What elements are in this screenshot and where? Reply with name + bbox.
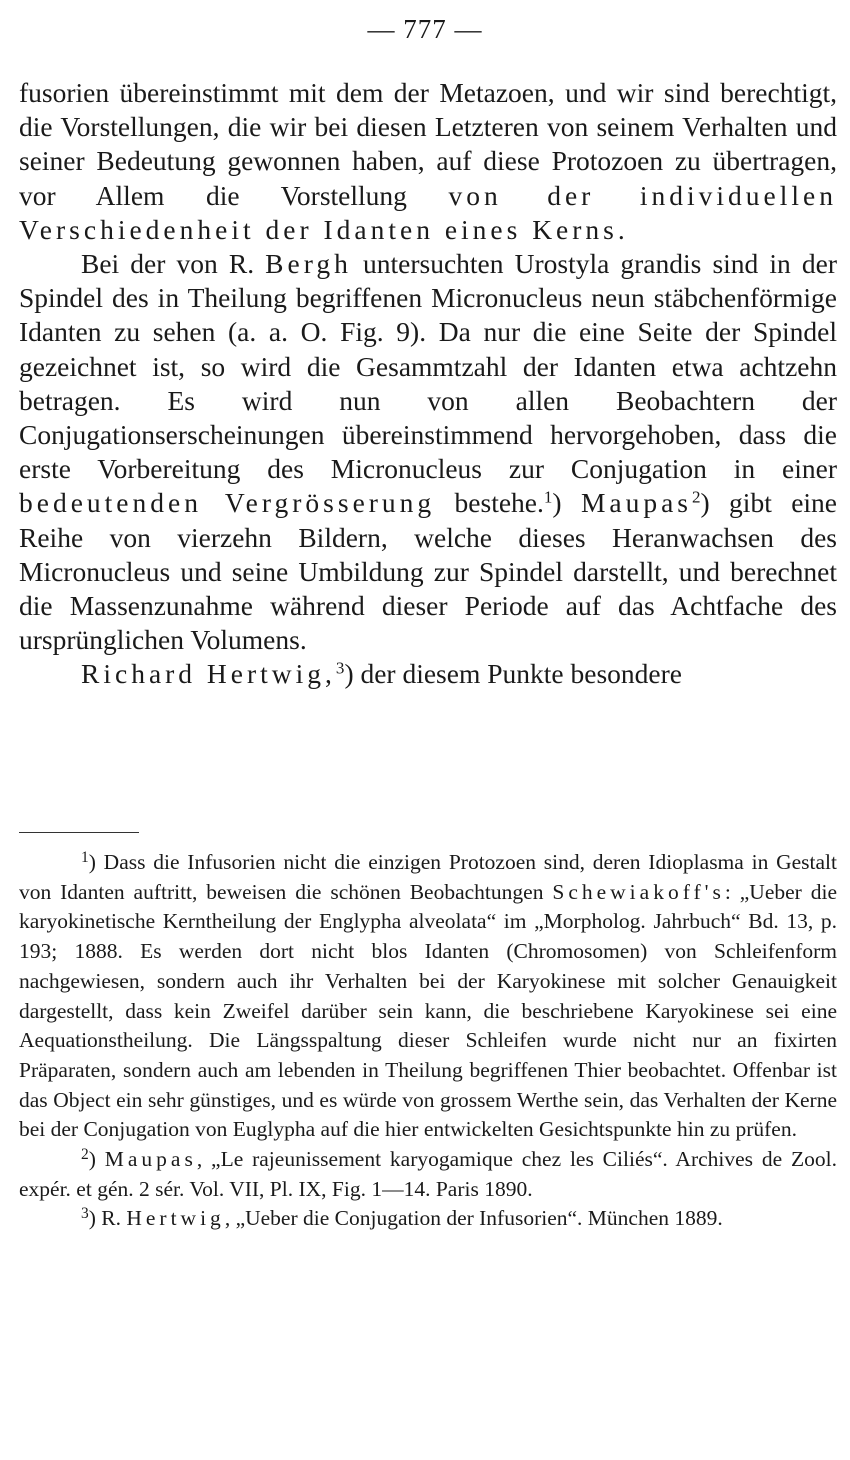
- paragraph-1: [19, 76, 837, 247]
- footnotes: [19, 848, 837, 1234]
- text-run: ) R.: [88, 1206, 127, 1231]
- footnote-ref-2[interactable]: 2: [692, 488, 701, 508]
- page-number: — 777 —: [367, 14, 483, 44]
- text-run: ): [88, 1147, 105, 1172]
- paragraph-2: [19, 247, 837, 657]
- text-run: bestehe.: [435, 487, 544, 519]
- author-name: Richard Hertwig,: [81, 658, 336, 690]
- text-run: , „Ueber die Conjugation der Infusorien“. München 1889.: [224, 1206, 723, 1231]
- footnote-ref-1[interactable]: 1: [543, 488, 553, 508]
- footnote-ref-3[interactable]: 3: [335, 659, 345, 679]
- author-name: Hertwig: [126, 1206, 225, 1231]
- text-run: ) gibt eine Reihe von vierzehn Bildern, welche dieses Heranwachsen des Micronucleus und seine Umbildung zur Spindel darstellt, und berechnet die Massenzunahme während dieser Periode auf das Achtfache des ursprünglichen Volumens.: [19, 487, 837, 656]
- paragraph-3: [19, 657, 837, 691]
- footnote-2: [19, 1145, 837, 1204]
- author-name: Schewiakoff's: [552, 879, 725, 904]
- text-run: ) Dass die Infusorien nicht die einzigen Protozoen sind, deren Idioplasma in Gestalt von Idanten auftritt, beweisen die schönen Beobachtungen: [19, 850, 837, 904]
- spaced-emphasis: von der individuellen Verschiedenheit der Idanten eines Kerns: [19, 179, 837, 245]
- author-name: Maupas: [580, 487, 693, 519]
- author-name: Bergh: [265, 248, 352, 280]
- author-name: Maupas: [104, 1147, 197, 1172]
- spaced-emphasis: bedeutenden Vergrösserung: [19, 487, 436, 519]
- footnote-mark: 3: [81, 1205, 89, 1223]
- text-run: Bei der von R.: [81, 248, 266, 280]
- text-run: untersuchten Urostyla grandis sind in der Spindel des in Theilung begriffenen Micronucleus neun stäbchenförmige Idanten zu sehen (a. a. O. Fig. 9). Da nur die eine Seite der Spindel gezeichnet ist, so wird die Gesammtzahl der Idanten etwa achtzehn betragen. Es wird nun von allen Beobachtern der Conjugationserscheinungen übereinstimmend hervorgehoben, dass die erste Vorbereitung des Micronucleus zur Conjugation in einer: [19, 248, 837, 485]
- text-run: : „Ueber die karyokinetische Kerntheilung der Englypha alveolata“ im „Morpholog. Jahrbuch“ Bd. 13, p. 193; 1888. Es werden dort nicht blos Idanten (Chromosomen) von Schleifenform nachgewiesen, sondern auch ihr Verhalten bei der Karyokinese mit solcher Genauigkeit dargestellt, dass kein Zweifel darüber sein kann, die beschriebene Karyokinese sei eine Aequationstheilung. Die Längsspaltung dieser Schleifen wurde nicht nur an fixirten Präparaten, sondern auch am lebenden in Theilung begriffenen Thier beobachtet. Offenbar ist das Object ein sehr günstiges, und es würde von grossem Werthe sein, das Verhalten der Kerne bei der Conjugation von Euglypha auf die hier entwickelten Gesichtspunkte hin zu prüfen.: [19, 879, 837, 1142]
- text-run: fusorien übereinstimmt mit dem der Metazoen, und wir sind berechtigt, die Vorstellungen, die wir bei diesen Letzteren von seinem Verhalten und seiner Bedeutung gewonnen haben, auf diese Protozoen zu übertragen, vor Allem die Vorstellung: [19, 77, 837, 211]
- text-run: ) der diesem Punkte besondere: [344, 658, 682, 690]
- footnote-mark: 1: [81, 849, 89, 867]
- footnote-mark: 2: [81, 1146, 89, 1164]
- footnote-3: [19, 1204, 837, 1234]
- text-run: ): [552, 487, 581, 519]
- footnote-1: [19, 848, 837, 1145]
- text-run: .: [617, 213, 625, 245]
- main-text: [19, 76, 837, 692]
- footnote-separator: [19, 832, 139, 833]
- text-run: , „Le rajeunissement karyogamique chez les Ciliés“. Archives de Zool. expér. et gén. 2 sér. Vol. VII, Pl. IX, Fig. 1—14. Paris 1890.: [19, 1147, 837, 1201]
